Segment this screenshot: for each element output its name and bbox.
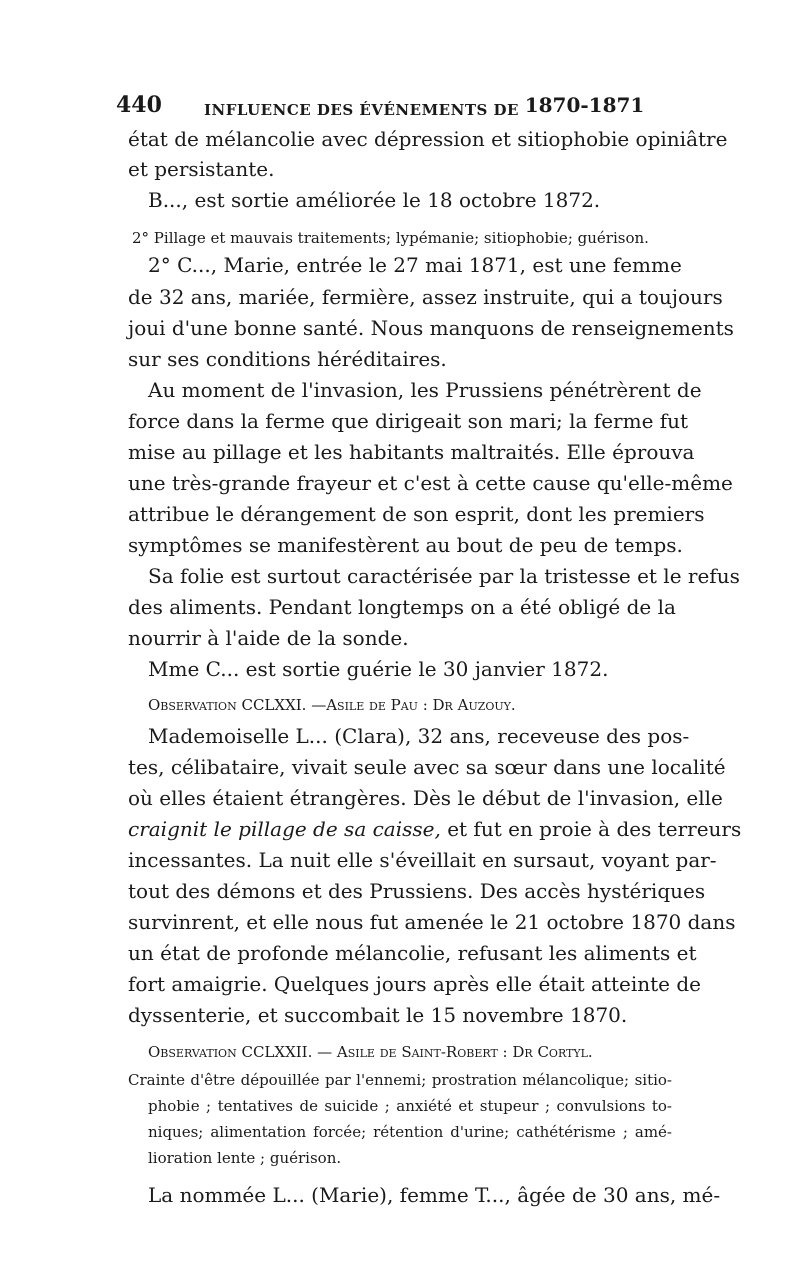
text-line: de 32 ans, mariée, fermière, assez instruite, qui a toujours — [128, 285, 723, 309]
text-line: Au moment de l'invasion, les Prussiens pénétrèrent de — [148, 378, 702, 402]
text-line: un état de profonde mélancolie, refusant les aliments et — [128, 941, 697, 965]
running-title-years: 1870-1871 — [524, 93, 645, 117]
summary-line: niques; alimentation forcée; rétention d'urine; cathétérisme ; amé- — [148, 1123, 672, 1141]
text-line: sur ses conditions héréditaires. — [128, 347, 447, 371]
text-line: joui d'une bonne santé. Nous manquons de renseignements — [128, 316, 734, 340]
text-line: une très-grande frayeur et c'est à cette cause qu'elle-même — [128, 471, 733, 495]
text-line: incessantes. La nuit elle s'éveillait en sursaut, voyant par- — [128, 848, 717, 872]
text-line: Mademoiselle L... (Clara), 32 ans, receveuse des pos- — [148, 724, 690, 748]
text-line: des aliments. Pendant longtemps on a été obligé de la — [128, 595, 676, 619]
observation-heading: Observation CCLXXI. —Asile de Pau : Dr Auzouy. — [148, 696, 516, 714]
text-line: La nommée L... (Marie), femme T..., âgée de 30 ans, mé- — [148, 1183, 721, 1207]
text-line: attribue le dérangement de son esprit, dont les premiers — [128, 502, 705, 526]
text-line: où elles étaient étrangères. Dès le début de l'invasion, elle — [128, 786, 723, 810]
italic-phrase: craignit le pillage de sa caisse, — [128, 817, 441, 841]
text-line: symptômes se manifestèrent au bout de peu de temps. — [128, 533, 683, 557]
page-number: 440 — [116, 92, 162, 118]
text-line: état de mélancolie avec dépression et sitiophobie opiniâtre — [128, 127, 728, 151]
running-title — [204, 93, 645, 120]
text-fragment: et fut en proie à des terreurs — [440, 817, 742, 841]
section-heading: 2° Pillage et mauvais traitements; lypémanie; sitiophobie; guérison. — [132, 229, 649, 247]
text-line: force dans la ferme que dirigeait son mari; la ferme fut — [128, 409, 689, 433]
text-line: tes, célibataire, vivait seule avec sa sœur dans une localité — [128, 755, 726, 779]
text-line — [128, 813, 742, 845]
text-line: B..., est sortie améliorée le 18 octobre 1872. — [148, 188, 601, 212]
observation-heading: Observation CCLXXII. — Asile de Saint-Robert : Dr Cortyl. — [148, 1043, 593, 1061]
summary-line: phobie ; tentatives de suicide ; anxiété et stupeur ; convulsions to- — [148, 1097, 672, 1115]
text-line: fort amaigrie. Quelques jours après elle était atteinte de — [128, 972, 702, 996]
text-line: survinrent, et elle nous fut amenée le 21 octobre 1870 dans — [128, 910, 736, 934]
running-title-text: INFLUENCE DES ÉVÉNEMENTS DE — [204, 101, 525, 119]
text-line: Sa folie est surtout caractérisée par la tristesse et le refus — [148, 564, 740, 588]
text-line: 2° C..., Marie, entrée le 27 mai 1871, est une femme — [148, 253, 682, 277]
text-line: dyssenterie, et succombait le 15 novembre 1870. — [128, 1003, 628, 1027]
text-line: nourrir à l'aide de la sonde. — [128, 626, 409, 650]
text-line: et persistante. — [128, 157, 275, 181]
summary-line: lioration lente ; guérison. — [148, 1149, 342, 1167]
page-header — [116, 92, 672, 122]
text-line: tout des démons et des Prussiens. Des accès hystériques — [128, 879, 706, 903]
text-line: Mme C... est sortie guérie le 30 janvier 1872. — [148, 657, 609, 681]
summary-line: Crainte d'être dépouillée par l'ennemi; prostration mélancolique; sitio- — [128, 1071, 672, 1089]
text-line: mise au pillage et les habitants maltraités. Elle éprouva — [128, 440, 695, 464]
